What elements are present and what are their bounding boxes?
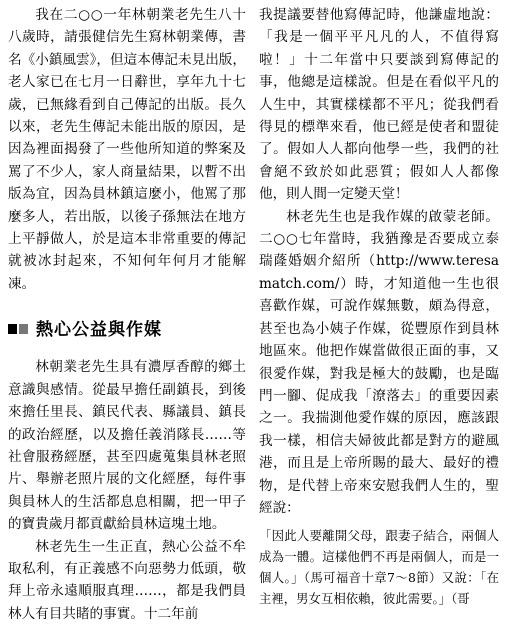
section-heading-text: 熱心公益與作媒 — [36, 320, 162, 341]
heading-squares-icon — [8, 320, 28, 336]
paragraph-biography-unpublished: 我在二○○一年林朝業老先生八十八歲時，請張健信先生寫林朝業傳，書名《小鎮風雲》，但這本傳記未見出版，老人家已在七月一日辭世，享年九十七歲，已無緣看到自己傳記的出版。長久以來，老先生傳記未能出版的原因，是因為裡面揭發了一些他所知道的弊案及罵了不少人，家人商量結果，以暫不出版為宜，因為員林鎮這麼小，他罵了那麼多人，若出版，以後子孫無法在地方上平靜做人，於是這本非常重要的傳記就被冰封起來，不知何年何月才能解凍。 — [8, 7, 246, 292]
paragraph-public-service: 林朝業老先生具有濃厚香醇的鄉土意識與感情。從最早擔任副鎮長，到後來擔任里長、鎮民代表、縣議員、鎮長的政治經歷，以及擔任義消隊長……等社會服務經歷，甚至四處蒐集員林老照片、舉辦老照片展的文化經歷，每件事與員林人的生活都息息相關，把一甲子的寶貴歲月都貢獻給員林這塊土地。 — [8, 359, 246, 533]
right-column — [259, 4, 499, 609]
bible-quote: 「因此人要離開父母，跟妻子結合，兩個人成為一體。這樣他們不再是兩個人，而是一個人。」（馬可福音十章7～8節）又說：「在主裡，男女互相依賴，彼此需要。」（哥 — [259, 528, 499, 607]
paragraph-humble-life: 我提議要替他寫傳記時，他謙虛地說：「我是一個平平凡凡的人，不值得寫啦！」十二年當中只要談到寫傳記的事，他總是這樣說。但是在看似平凡的人生中，其實樣樣都不平凡；從我們看得見的標準來看，他已經是使者和盟徒了。假如人人都向他學一些，我們的社會絕不致於如此惡質；假如人人都像他，則人間一定變天堂！ — [259, 7, 499, 203]
paragraph-matchmaking: 林老先生也是我作媒的啟蒙老師。二○○七年當時，我猶豫是否要成立泰瑞蕯婚姻介紹所（http://www.teresamatch.com/）時，才知道他一生也很喜歡作媒，可說作媒無數，頗為得意，甚至也為小姨子作媒，從豐原作到員林地區來。他把作媒當做很正面的事，又很愛作媒，對我是極大的鼓勵，也是臨門一腳、促成我「潦落去」的重要因素之一。我揣測他愛作媒的原因，應該跟我一樣，相信夫婦彼此都是對方的避風港，而且是上帝所賜的最大、最好的禮物，是代替上帝來安慰我們人生的，聖經說： — [259, 208, 499, 516]
section-heading — [8, 315, 246, 340]
left-column — [8, 4, 246, 625]
paragraph-integrity: 林老先生一生正直，熱心公益不牟取私利，有正義感不向惡勢力低頭，敬拜上帝永遠順服真理……，都是我們員林人有目共睹的事實。十二年前 — [8, 538, 246, 622]
